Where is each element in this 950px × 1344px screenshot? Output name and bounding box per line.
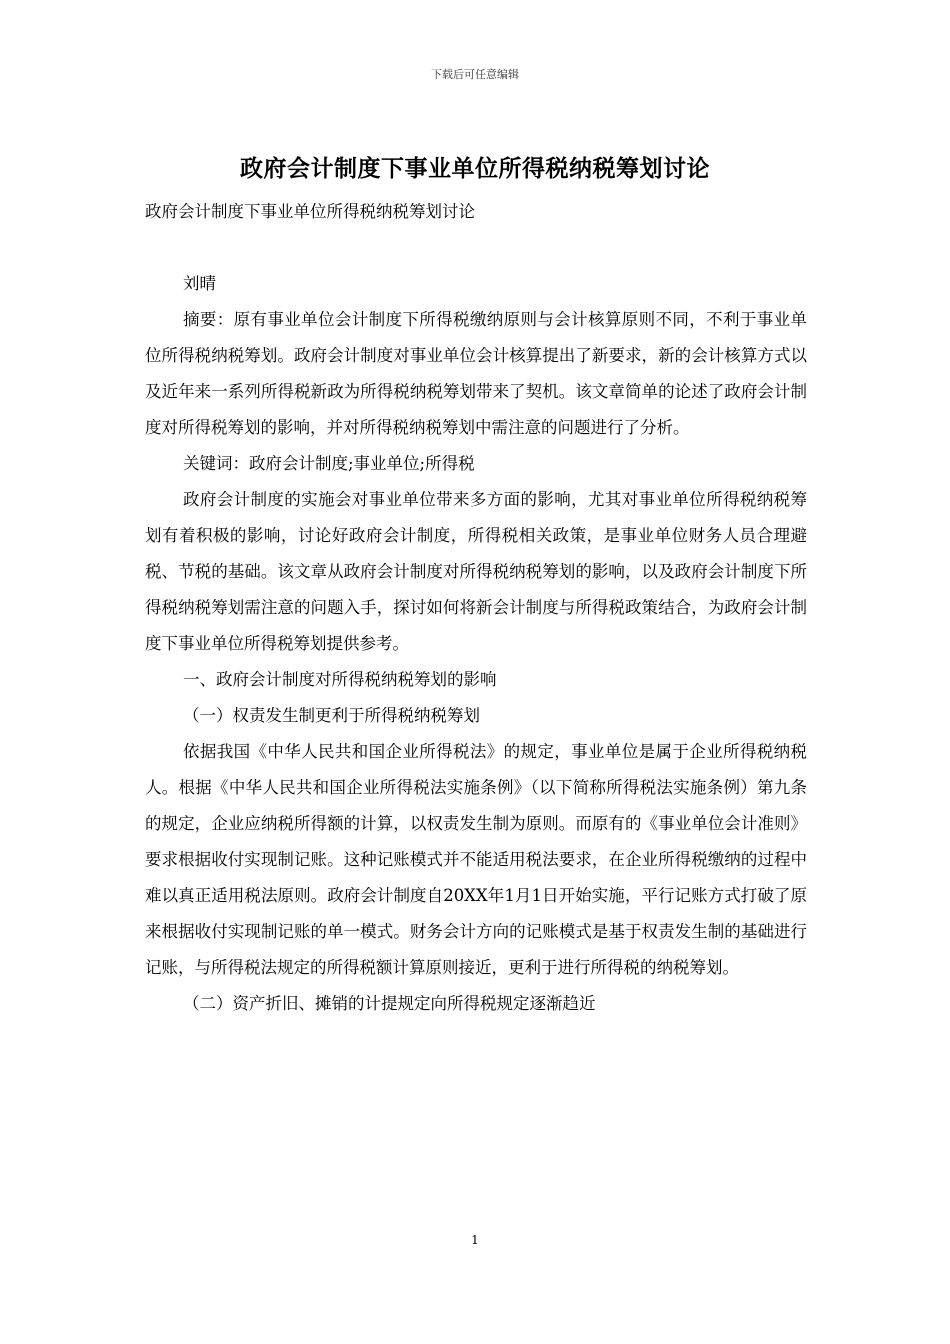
document-subtitle: 政府会计制度下事业单位所得税纳税筹划讨论 [145, 202, 475, 221]
header-note: 下载后可任意编辑 [431, 68, 519, 81]
subsection-heading: （二）资产折旧、摊销的计提规定向所得税规定逐渐趋近 [183, 994, 596, 1013]
author-name: 刘晴 [183, 274, 216, 293]
section-heading: 一、政府会计制度对所得税纳税筹划的影响 [183, 670, 497, 689]
intro-paragraph: 政府会计制度的实施会对事业单位带来多方面的影响，尤其对事业单位所得税纳税筹划有着积极的影响，讨论好政府会计制度，所得税相关政策，是事业单位财务人员合理避税、节税的基础。该文章从政府会计制度对所得税纳税筹划的影响，以及政府会计制度下所得税纳税筹划需注意的问题入手，探讨如何将新会计制度与所得税政策结合，为政府会计制度下事业单位所得税筹划提供参考。 [145, 490, 807, 653]
document-title: 政府会计制度下事业单位所得税纳税筹划讨论 [240, 155, 710, 182]
subsection-heading: （一）权责发生制更利于所得税纳税筹划 [183, 706, 480, 725]
document-body [145, 194, 807, 1022]
page-number: 1 [471, 1233, 479, 1247]
abstract-paragraph: 摘要：原有事业单位会计制度下所得税缴纳原则与会计核算原则不同，不利于事业单位所得税纳税筹划。政府会计制度对事业单位会计核算提出了新要求，新的会计核算方式以及近年来一系列所得税新政为所得税纳税筹划带来了契机。该文章简单的论述了政府会计制度对所得税筹划的影响，并对所得税纳税筹划中需注意的问题进行了分析。 [145, 310, 807, 437]
keywords-line: 关键词：政府会计制度;事业单位;所得税 [183, 454, 475, 473]
body-paragraph: 依据我国《中华人民共和国企业所得税法》的规定，事业单位是属于企业所得税纳税人。根据《中华人民共和国企业所得税法实施条例》（以下简称所得税法实施条例）第九条的规定，企业应纳税所得额的计算，以权责发生制为原则。而原有的《事业单位会计准则》要求根据收付实现制记账。这种记账模式并不能适用税法要求，在企业所得税缴纳的过程中难以真正适用税法原则。政府会计制度自20XX年1月1日开始实施，平行记账方式打破了原来根据收付实现制记账的单一模式。财务会计方向的记账模式是基于权责发生制的基础进行记账，与所得税法规定的所得税额计算原则接近，更利于进行所得税的纳税筹划。 [145, 742, 807, 977]
